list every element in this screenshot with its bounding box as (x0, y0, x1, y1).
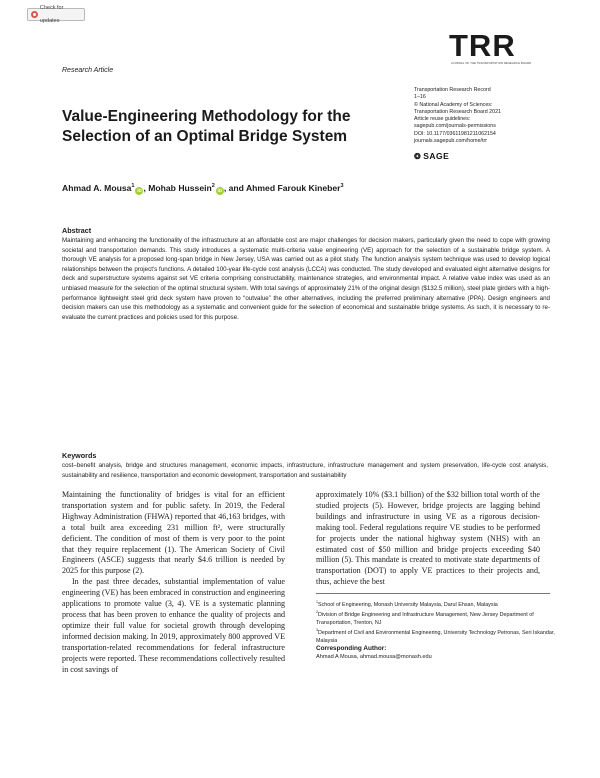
meta-link[interactable]: sagepub.com/journals-permissions (414, 123, 496, 130)
article-type: Research Article (62, 67, 114, 74)
corresponding-author-heading: Corresponding Author: (316, 645, 387, 652)
meta-line: © National Academy of Sciences: (414, 101, 493, 108)
orcid-icon[interactable]: iD (137, 187, 142, 193)
affiliation-marker: 3 (316, 628, 318, 633)
orcid-icon[interactable]: iD (217, 187, 223, 193)
keywords-heading: Keywords (62, 451, 97, 460)
check-for-updates-badge[interactable] (27, 4, 85, 24)
sage-swirl-icon: ❂ (414, 151, 422, 161)
affiliation-marker: 2 (316, 610, 318, 615)
publisher-logo (414, 151, 449, 161)
affiliation-text: School of Engineering, Monash University Malaysia, Darul Ehsan, Malaysia (318, 601, 498, 608)
meta-line: Transportation Research Record (414, 87, 491, 93)
body-column-left (62, 490, 285, 675)
meta-line: Transportation Research Board 2021 (414, 108, 501, 115)
affiliation-item (316, 599, 556, 609)
corresponding-author-text[interactable]: Ahmad A Mousa, ahmad.mousa@monash.edu (316, 654, 432, 660)
journal-logo: TRR (449, 28, 516, 63)
affiliation-marker: 1 (316, 600, 318, 604)
body-paragraph: In the past three decades, substantial implementation of value engineering (VE) has been embraced in construction and engineering applications to promote value (3, 4). VE is a systematic planning process that has been proven to enhance the quality of projects and optimize their full value for societal growth through developing informed decision making. In 2019, approximately 800 approved VE transportation-related recommendations for federal infrastructure projects were reported. These recommendations collectively resulted in cost savings of (62, 577, 285, 674)
meta-line: Article reuse guidelines: (414, 116, 471, 123)
publisher-name: SAGE (423, 151, 450, 161)
body-paragraph: Maintaining the functionality of bridges is vital for an efficient transportation system and for public safety. In 2019, the Federal Highway Administration (FHWA) reported that 46,163 bridges, with a total built area exceeding 231 million ft², were structurally deficient. The condition of most of them is very poor to the point that they require replacement (1). The American Society of Civil Engineers (ASCE) suggests that nearly $4.6 trillion is needed by 2025 for this purpose (2). (62, 490, 285, 576)
author-name: Ahmed Farouk Kineber (245, 182, 341, 193)
body-paragraph: approximately 10% ($3.1 billion) of the $32 billion total worth of the studied projects (5). However, bridge projects are lagging behind buildings and infrastructure in using VE as a rigorous decision-making tool. Federal regulations require VE studies to be performed for projects under the national highway system (NHS) with an estimated cost of $50 million and bridge projects exceeding $40 million (5). This mandate is created to motivate state departments of transportation (DOT) to apply VE practices to their projects and, thus, achieve the best (316, 490, 540, 587)
affiliations (316, 599, 556, 645)
author-name: Mohab Hussein (148, 182, 212, 193)
meta-line: 1–16 (414, 94, 426, 101)
meta-doi[interactable]: DOI: 10.1177/03611981211062154 (414, 130, 496, 137)
author-separator: , and (223, 182, 246, 193)
affiliation-item (316, 609, 556, 627)
author-name: Ahmad A. Mousa (62, 182, 132, 193)
author-affiliation-marker: 1 (131, 183, 135, 189)
abstract-heading: Abstract (62, 226, 92, 235)
author-affiliation-marker: 2 (211, 183, 215, 189)
affiliation-item (316, 627, 556, 645)
update-icon (31, 11, 38, 18)
author-affiliation-marker: 3 (340, 183, 344, 189)
keywords-text: cost–benefit analysis, bridge and structures management, economic impacts, infrastructure, infrastructure management and system preservation, life-cycle cost analysis, sustainability and resilience, transportation and economic development, transportation and sustainability (62, 462, 548, 479)
abstract-text: Maintaining and enhancing the functionality of the infrastructure at an affordable cost are major challenges for decision makers, particularly given the need to cope with growing societal and transportation demands. This study introduces a systematic multi-criteria value engineering (VE) approach for the selection of a sustainable bridge system. A thorough VE analysis for a proposed long-span bridge in New Jersey, USA was carried out as a pilot study. The function analysis system technique was used to develop logical relationships between the project's functions. A detailed 100-year life-cycle cost analysis (LCCA) was conducted. The study developed and evaluated eight alternative designs for deck and superstructure systems against set VE criteria comprising constructability, maintenance strategies, and environmental impact. A relative value index was used as an unbiased measure for the selection of the optimal structural system. With total savings of approximately 21% of the original design ($132.5 million), steel plate girders with a high-performance lightweight steel grid deck system have proven to “outvalue” the other alternatives, including the preferred preliminary alternative (PPA). Design engineers and decision makers can use this methodology as a systematic and convenient guide for the selection of economical and sustainable bridge systems. As such, it is necessary to re-evaluate the current practices and policies used for this purpose. (62, 237, 550, 321)
author-separator: , (143, 182, 149, 193)
journal-metadata (414, 87, 574, 145)
footnote-divider (316, 593, 550, 594)
journal-logo-subtitle: JOURNAL OF THE TRANSPORTATION RESEARCH BOARD (451, 62, 532, 65)
body-column-right (316, 490, 540, 588)
meta-link[interactable]: journals.sagepub.com/home/trr (414, 138, 488, 145)
paper-title: Value-Engineering Methodology for the Selection of an Optimal Bridge System (62, 108, 351, 145)
affiliation-text: Division of Bridge Engineering and Infrastructure Management, New Jersey Department of Transportation, Trenton, NJ (316, 612, 534, 626)
affiliation-text: Department of Civil and Environmental Engineering, University Technology Petronas, Seri Iskandar, Malaysia (316, 630, 555, 644)
check-updates-label: Check for updates (39, 4, 64, 24)
author-list (62, 180, 522, 195)
